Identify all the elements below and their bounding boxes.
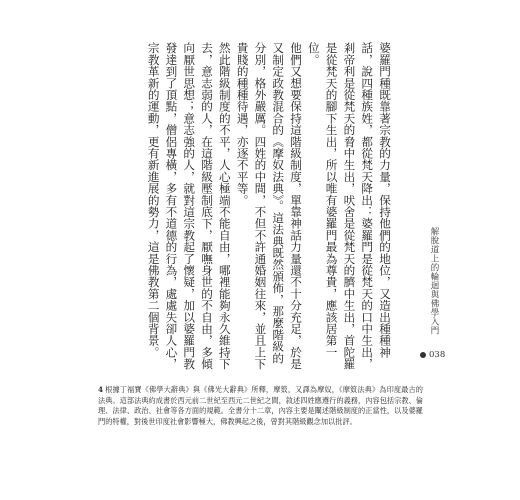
paragraph: 他們又想要保持這階級制度，單靠神話力量還不十分充足，於是又制定政教混合的《摩奴法典》。這法典既然頒佈，那麼階級的分別，格外嚴厲。四姓的中間，不但不許通婚姻往來，並且上下貴賤的種種待遇，亦逐不平等。 <box>235 42 304 370</box>
paragraph: 婆羅門種既靠著宗教的力量，保持他們的地位，又造出種種神話，說四種族姓，都從梵天降出：婆羅門是從梵天的口中生出，剎帝利是從梵天的脅中生出，吠舍是從梵天的臍中生出，首陀羅是從梵天的腳下生出，所以唯有婆羅門最為尊貴，應該居第一位。 <box>306 42 392 370</box>
paragraph: 然此階級制度的不平，人心極端不能自由，哪裡能夠永久維持下去，意志弱的人，在這階級壓制底下，厭嘸身世的不自由，多傾向厭世思想；意志強的人，就對這宗教起了懷疑，加以婆羅門教發達到了頂點，僧侶專橫，多有不道德的行為，處處失卻人心，宗教革新的運動，更有新進展的勢力，這是佛教第二個背景。 <box>146 42 232 370</box>
footnote <box>98 385 423 427</box>
running-head: 解脫道上的輪迴與佛學入門 <box>429 227 439 335</box>
bullet-icon <box>420 352 426 358</box>
page-number-area <box>420 350 445 360</box>
footnote-marker: 4 <box>98 385 104 394</box>
page-number: 038 <box>429 350 446 360</box>
main-text <box>140 42 393 372</box>
footnote-text: 根據丁福寶《佛學大辭典》與《佛光大辭典》所釋，摩笯，又譯為摩奴，《摩笯法典》為印度最古的法典。這部法典約成書於西元前二世紀至西元二世紀之間，敘述四姓應遵行的義務，內容包括宗教、倫理、法律、政治、社會等各方面的規範。全書分十二章，內容主要是闡述階級制度的正當性，以及婆羅門的特權，對後世印度社會影響極大，佛教興起之後，曾對其階級觀念加以批評。 <box>98 385 423 426</box>
